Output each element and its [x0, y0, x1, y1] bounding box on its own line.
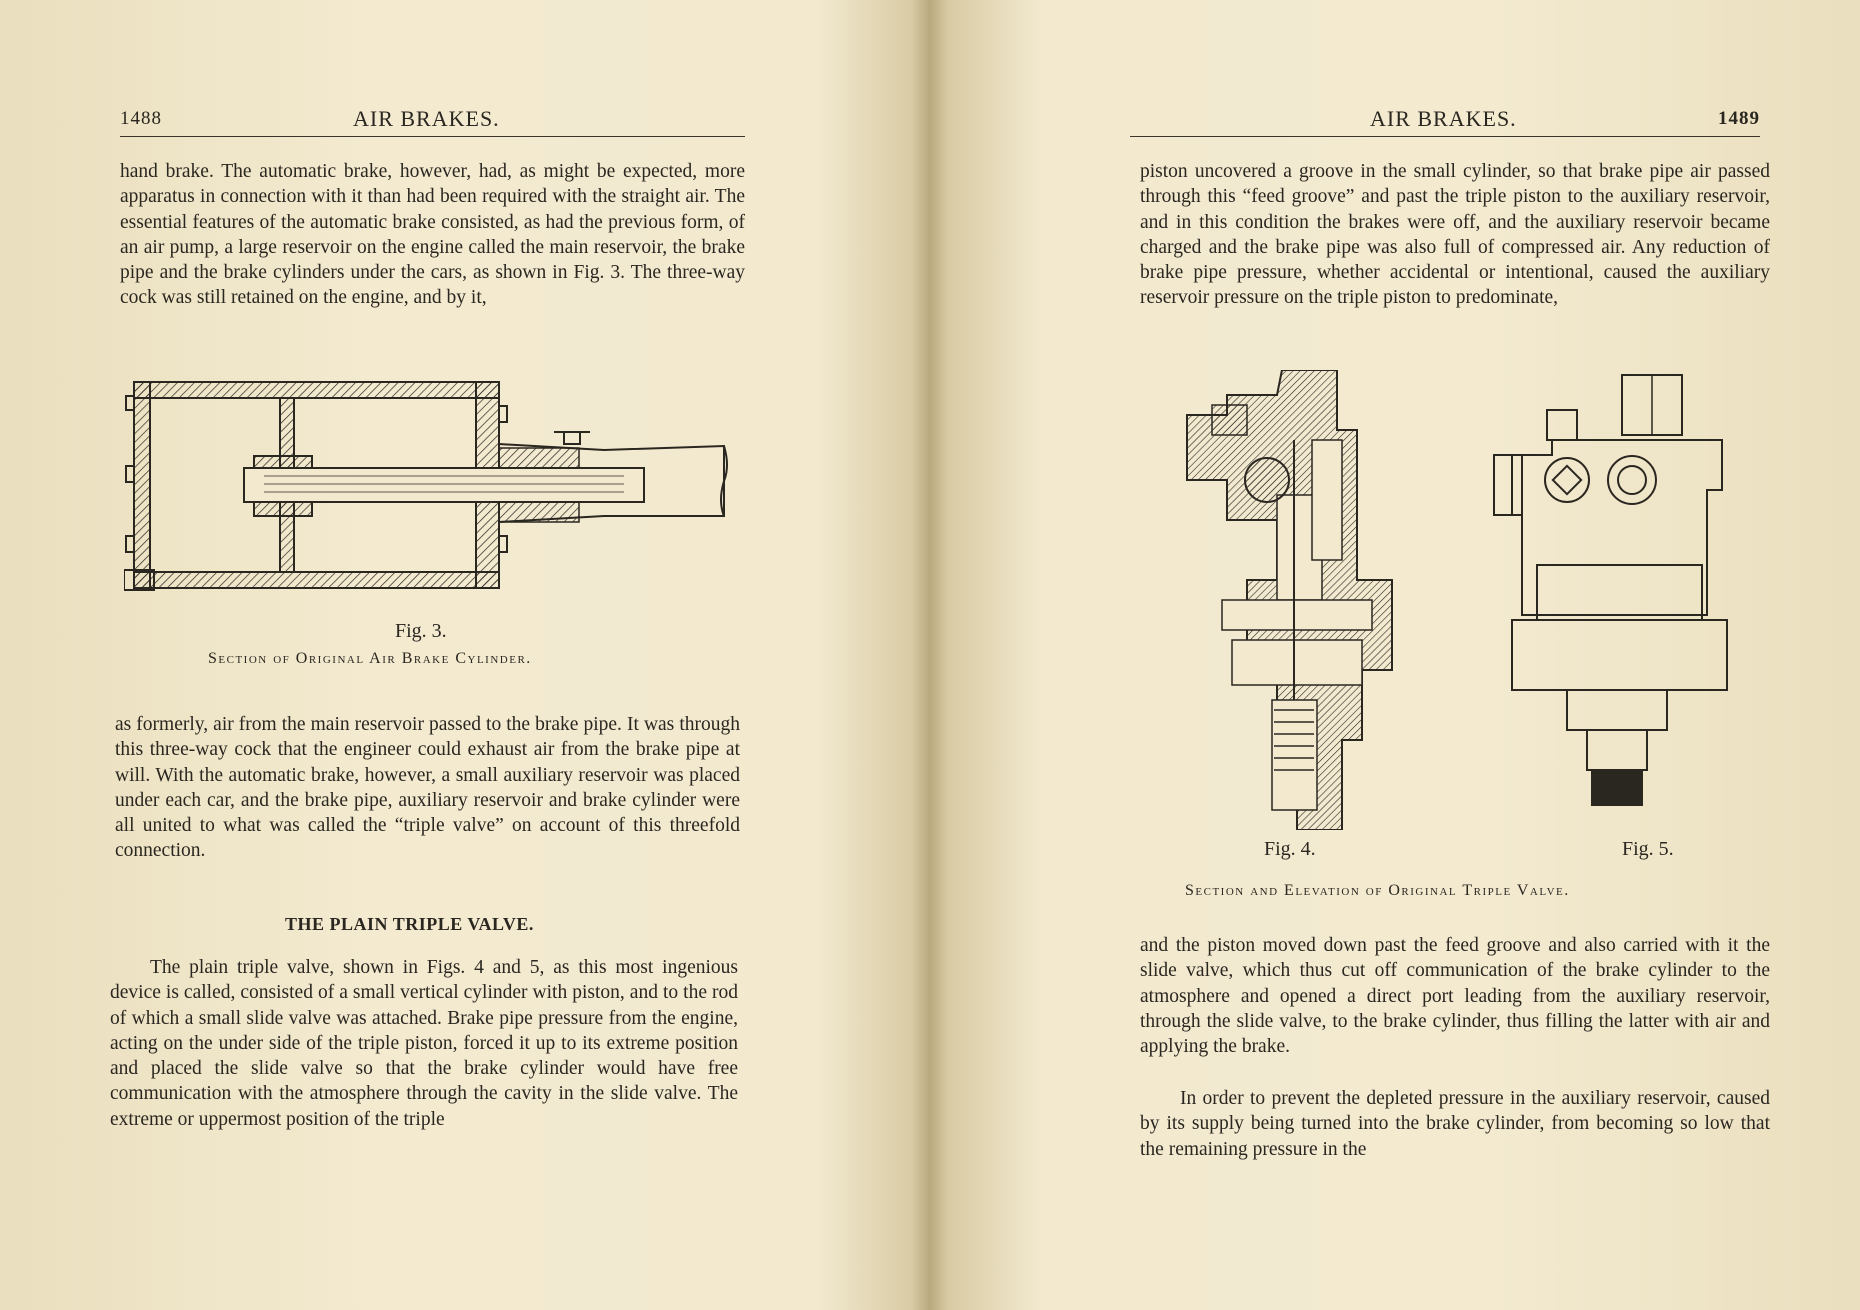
fig4-triple-valve-section-drawing: [1152, 370, 1472, 830]
fig4-label: Fig. 4.: [1264, 838, 1316, 860]
fig5-label: Fig. 5.: [1622, 838, 1674, 860]
right-paragraph-1: piston uncovered a groove in the small cylinder, so that brake pipe air passed through this “feed groove” and past the triple piston to the auxiliary reservoir, and in this condition the brakes were off, and the auxiliary reservoir became charged and the brake pipe was also full of compressed air. Any reduction of brake pipe pressure, whether accidental or intentional, caused the auxiliary reservoir pressure on the triple piston to predominate,: [1140, 161, 1770, 309]
left-paragraph-3: The plain triple valve, shown in Figs. 4 and 5, as this most ingenious device is called, consisted of a small vertical cylinder with piston, and to the rod of which a small slide valve was attached. Brake pipe pressure from the engine, acting on the under side of the triple piston, forced it up to its extreme position and placed the slide valve so that the brake cylinder would have free communication with the atmosphere through the cavity in the slide valve. The extreme or uppermost position of the triple: [110, 957, 738, 1130]
right-running-title: AIR BRAKES.: [1370, 106, 1517, 131]
fig45-caption: Section and Elevation of Original Triple Valve.: [1185, 882, 1570, 899]
right-page-number: 1489: [1718, 108, 1760, 129]
right-paragraph-2: and the piston moved down past the feed groove and also carried with it the slide valve, which thus cut off communication of the brake cylinder to the atmosphere and opened a direct port leading from the auxiliary reservoir, through the slide valve, to the brake cylinder, thus filling the latter with air and applying the brake.: [1140, 935, 1770, 1058]
fig3-cylinder-drawing: [124, 376, 734, 606]
fig5-triple-valve-elevation-drawing: [1492, 370, 1742, 830]
right-page-header: [1130, 106, 1760, 137]
left-paragraph-1: hand brake. The automatic brake, however, had, as might be expected, more apparatus in connection with it than had been required with the straight air. The essential features of the automatic brake consisted, as had the previous form, of an air pump, a large reservoir on the engine called the main reservoir, the brake pipe and the brake cylinders under the cars, as shown in Fig. 3. The three-way cock was still retained on the engine, and by it,: [120, 161, 745, 309]
fig3-caption: Section of Original Air Brake Cylinder.: [208, 650, 532, 667]
right-paragraph-3: In order to prevent the depleted pressure in the auxiliary reservoir, caused by its supply being turned into the brake cylinder, from becoming so low that the remaining pressure in the: [1140, 1088, 1770, 1160]
right-page: [930, 0, 1860, 1310]
left-page-number: 1488: [120, 108, 162, 129]
section-heading-plain-triple-valve: THE PLAIN TRIPLE VALVE.: [285, 914, 534, 934]
fig3-label: Fig. 3.: [395, 620, 447, 642]
left-paragraph-2: as formerly, air from the main reservoir passed to the brake pipe. It was through this three-way cock that the engineer could exhaust air from the brake pipe at will. With the automatic brake, however, a small auxiliary reservoir was placed under each car, and the brake pipe, auxiliary reservoir and brake cylinder were all united to what was called the “triple valve” on account of this threefold connection.: [115, 714, 740, 862]
left-page-header: [120, 106, 745, 137]
left-running-title: AIR BRAKES.: [353, 106, 500, 131]
